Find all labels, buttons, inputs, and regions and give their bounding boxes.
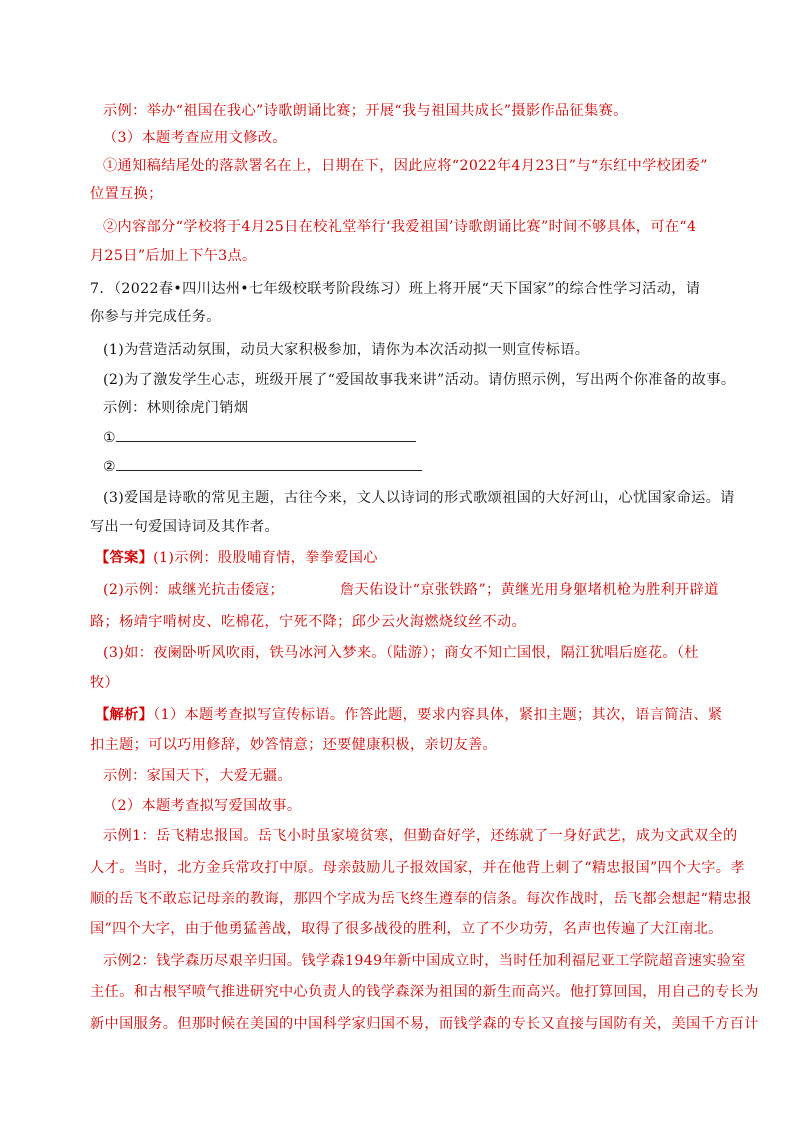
question-7-example: 示例：林则徐虎门销烟 [103,400,249,416]
sub-question-3-heading: （3）本题考查应用文修改。 [103,130,287,146]
answer-part-1: (1)示例：股股哺育情，拳拳爱国心 [153,550,378,566]
example-1-paragraph-line-4: 国”四个大字，由于他勇猛善战，取得了很多战役的胜利，立了不少功劳，名声也传遍了大江南北。 [90,921,723,937]
answer-part-2-second: 詹天佑设计“京张铁路”；黄继光用身躯堵机枪为胜利开辟道 [340,582,719,598]
fill-in-line-1 [116,428,416,442]
example-2-paragraph: 示例2：钱学森历尽艰辛归国。钱学森1949年新中国成立时，当时任加利福尼亚工学院超音速实验室 [103,953,746,969]
answer-blank-1 [103,428,416,448]
answer-part-2-continued: 路；杨靖宇啃树皮、吃棉花，宁死不降；邱少云火海燃烧纹丝不动。 [90,614,527,630]
answer-part-2-first: (2)示例：戚继光抗击倭寇； [103,582,285,598]
analysis-part-2: （2）本题考查拟写爱国故事。 [103,798,302,814]
example-text-line: 示例：举办“祖国在我心”诗歌朗诵比赛；开展“我与祖国共成长”摄影作品征集赛。 [103,103,628,119]
question-7-title: 7．（2022春•四川达州•七年级校联考阶段练习）班上将开展“天下国家”的综合性学习活动，请 [90,281,701,297]
example-1-paragraph-line-2: 人才。当时，北方金兵常攻打中原。母亲鼓励儿子报效国家，并在他背上刺了“精忠报国”四个大字。孝 [90,860,745,876]
analysis-point-1: ①通知稿结尾处的落款署名在上，日期在下，因此应将“2022年4月23日”与“东红中学校团委” [103,158,708,174]
example-1-paragraph: 示例1：岳飞精忠报国。岳飞小时虽家境贫寒，但勤奋好学，还练就了一身好武艺，成为文武双全的 [103,828,738,844]
example-1-paragraph-line-3: 顺的岳飞不敢忘记母亲的教诲，那四个字成为岳飞终生遵奉的信条。每次作战时，岳飞都会想起“精忠报 [90,891,752,907]
blank-marker-2: ② [103,459,117,475]
analysis-point-2: ②内容部分“学校将于4月25日在校礼堂举行‘我爱祖国’诗歌朗诵比赛”时间不够具体，可在“4 [103,219,697,235]
blank-marker-1: ① [103,430,117,446]
question-7-part-2: (2)为了激发学生心志，班级开展了“爱国故事我来讲”活动。请仿照示例，写出两个你准备的故事。 [103,372,736,388]
example-2-paragraph-line-3: 新中国服务。但那时候在美国的中国科学家归国不易，而钱学森的专长又直接与国防有关，美国千方百计 [90,1016,759,1032]
analysis-example: 示例：家国天下，大爱无疆。 [103,768,292,784]
answer-section [95,548,378,568]
analysis-point-1-continued: 位置互换； [90,186,163,202]
answer-blank-2 [103,457,422,477]
answer-label: 【答案】 [95,550,154,566]
analysis-label: 【解析】 [95,707,154,723]
question-7-title-continued: 你参与并完成任务。 [90,309,221,325]
fill-in-line-2 [116,457,422,471]
analysis-point-2-continued: 月25日”后加上下午3点。 [90,248,257,264]
example-2-paragraph-line-2: 主任。和古根罕喷气推进研究中心负责人的钱学森深为祖国的新生而高兴。他打算回国，用自己的专长为 [90,984,759,1000]
analysis-part-1-continued: 扣主题；可以巧用修辞，妙答情意；还要健康积极，亲切友善。 [90,737,498,753]
answer-part-3-continued: 牧） [90,675,120,691]
analysis-part-1: （1）本题考查拟写宣传标语。作答此题，要求内容具体，紧扣主题；其次，语言简洁、紧 [153,707,723,723]
question-7-part-3: (3)爱国是诗歌的常见主题，古往今来，文人以诗词的形式歌颂祖国的大好河山，心忧国家命运。请 [103,490,735,506]
analysis-section [95,705,722,725]
question-7-part-1: (1)为营造活动氛围，动员大家积极参加，请你为本次活动拟一则宣传标语。 [103,342,590,358]
answer-part-3: (3)如：夜阑卧听风吹雨，铁马冰河入梦来。（陆游）；商女不知亡国恨，隔江犹唱后庭花。（杜 [103,645,699,661]
question-7-part-3-continued: 写出一句爱国诗词及其作者。 [90,519,279,535]
